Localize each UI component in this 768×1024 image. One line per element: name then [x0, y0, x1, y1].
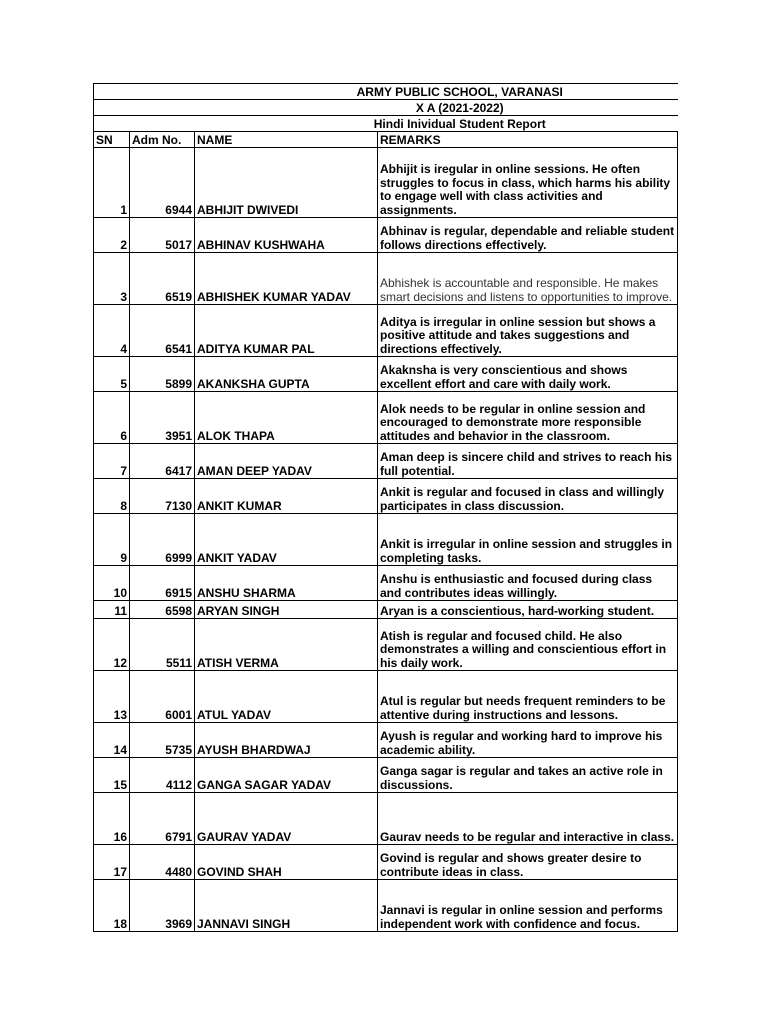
header-name: NAME [195, 132, 378, 148]
cell-sn: 14 [94, 723, 130, 758]
table-row [94, 305, 678, 357]
school-title-row [94, 84, 678, 100]
table-row [94, 619, 678, 671]
cell-name: GANGA SAGAR YADAV [195, 758, 378, 793]
school-name: ARMY PUBLIC SCHOOL, VARANASI [356, 85, 563, 99]
header-remarks: REMARKS [378, 132, 678, 148]
cell-adm-no: 5511 [130, 619, 195, 671]
cell-name: ALOK THAPA [195, 392, 378, 444]
cell-adm-no: 5017 [130, 218, 195, 253]
cell-sn: 2 [94, 218, 130, 253]
cell-name: ABHINAV KUSHWAHA [195, 218, 378, 253]
cell-name: ANKIT YADAV [195, 514, 378, 566]
cell-name: ANSHU SHARMA [195, 566, 378, 601]
cell-sn: 17 [94, 845, 130, 880]
cell-remark: Ayush is regular and working hard to improve his academic ability. [378, 723, 678, 758]
cell-adm-no: 3951 [130, 392, 195, 444]
table-row [94, 148, 678, 218]
cell-name: GAURAV YADAV [195, 793, 378, 845]
cell-adm-no: 5899 [130, 357, 195, 392]
cell-sn: 11 [94, 601, 130, 619]
cell-sn: 7 [94, 444, 130, 479]
cell-sn: 6 [94, 392, 130, 444]
cell-remark: Govind is regular and shows greater desire to contribute ideas in class. [378, 845, 678, 880]
cell-sn: 1 [94, 148, 130, 218]
cell-remark: Akaknsha is very conscientious and shows excellent effort and care with daily work. [378, 357, 678, 392]
cell-remark: Jannavi is regular in online session and performs independent work with confidence and focus. [378, 880, 678, 932]
cell-name: ATISH VERMA [195, 619, 378, 671]
cell-adm-no: 6791 [130, 793, 195, 845]
cell-name: ANKIT KUMAR [195, 479, 378, 514]
cell-adm-no: 6999 [130, 514, 195, 566]
school-name-cell [94, 84, 678, 100]
cell-sn: 16 [94, 793, 130, 845]
cell-adm-no: 6915 [130, 566, 195, 601]
table-row [94, 253, 678, 305]
cell-name: JANNAVI SINGH [195, 880, 378, 932]
table-row [94, 880, 678, 932]
cell-remark: Alok needs to be regular in online session and encouraged to demonstrate more responsible attitudes and behavior in the classroom. [378, 392, 678, 444]
table-row [94, 392, 678, 444]
cell-sn: 12 [94, 619, 130, 671]
cell-adm-no: 6417 [130, 444, 195, 479]
cell-adm-no: 7130 [130, 479, 195, 514]
cell-remark: Abhinav is regular, dependable and reliable student follows directions effectively. [378, 218, 678, 253]
cell-sn: 4 [94, 305, 130, 357]
report-title-row [94, 116, 678, 132]
cell-name: GOVIND SHAH [195, 845, 378, 880]
cell-adm-no: 6598 [130, 601, 195, 619]
table-row [94, 444, 678, 479]
table-row [94, 479, 678, 514]
cell-remark: Aditya is irregular in online session but shows a positive attitude and takes suggestions and directions effectively. [378, 305, 678, 357]
cell-remark: Aryan is a conscientious, hard-working student. [378, 601, 678, 619]
class-session-cell [94, 100, 678, 116]
cell-remark: Abhijit is iregular in online sessions. He often struggles to focus in class, which harms his ability to engage well with class activities and assignments. [378, 148, 678, 218]
table-row [94, 671, 678, 723]
table-row [94, 566, 678, 601]
cell-remark: Aman deep is sincere child and strives to reach his full potential. [378, 444, 678, 479]
cell-sn: 5 [94, 357, 130, 392]
report-table-body [94, 84, 678, 932]
cell-remark: Gaurav needs to be regular and interactive in class. [378, 793, 678, 845]
cell-remark: Ankit is irregular in online session and struggles in completing tasks. [378, 514, 678, 566]
cell-name: ABHISHEK KUMAR YADAV [195, 253, 378, 305]
cell-remark: Abhishek is accountable and responsible. He makes smart decisions and listens to opportunities to improve. [378, 253, 678, 305]
cell-adm-no: 5735 [130, 723, 195, 758]
cell-adm-no: 4480 [130, 845, 195, 880]
header-sn: SN [94, 132, 130, 148]
cell-sn: 9 [94, 514, 130, 566]
cell-sn: 13 [94, 671, 130, 723]
cell-adm-no: 4112 [130, 758, 195, 793]
table-row [94, 723, 678, 758]
cell-sn: 10 [94, 566, 130, 601]
header-adm-no: Adm No. [130, 132, 195, 148]
table-row [94, 514, 678, 566]
cell-sn: 8 [94, 479, 130, 514]
cell-sn: 3 [94, 253, 130, 305]
table-row [94, 845, 678, 880]
table-row [94, 601, 678, 619]
table-row [94, 218, 678, 253]
cell-remark: Ankit is regular and focused in class and willingly participates in class discussion. [378, 479, 678, 514]
cell-adm-no: 6001 [130, 671, 195, 723]
cell-name: AKANKSHA GUPTA [195, 357, 378, 392]
cell-remark: Ganga sagar is regular and takes an active role in discussions. [378, 758, 678, 793]
column-header-row [94, 132, 678, 148]
cell-adm-no: 6541 [130, 305, 195, 357]
cell-adm-no: 6519 [130, 253, 195, 305]
cell-remark: Atish is regular and focused child. He also demonstrates a willing and conscientious effort in his daily work. [378, 619, 678, 671]
cell-adm-no: 3969 [130, 880, 195, 932]
class-session-row [94, 100, 678, 116]
cell-sn: 15 [94, 758, 130, 793]
cell-remark: Atul is regular but needs frequent reminders to be attentive during instructions and lessons. [378, 671, 678, 723]
cell-name: AMAN DEEP YADAV [195, 444, 378, 479]
table-row [94, 793, 678, 845]
cell-name: ATUL YADAV [195, 671, 378, 723]
table-row [94, 357, 678, 392]
cell-name: ARYAN SINGH [195, 601, 378, 619]
cell-adm-no: 6944 [130, 148, 195, 218]
cell-name: ABHIJIT DWIVEDI [195, 148, 378, 218]
cell-remark: Anshu is enthusiastic and focused during class and contributes ideas willingly. [378, 566, 678, 601]
cell-sn: 18 [94, 880, 130, 932]
cell-name: AYUSH BHARDWAJ [195, 723, 378, 758]
cell-name: ADITYA KUMAR PAL [195, 305, 378, 357]
class-session: X A (2021-2022) [415, 101, 504, 115]
report-title-cell [94, 116, 678, 132]
student-report-table [93, 83, 678, 932]
table-row [94, 758, 678, 793]
report-title: Hindi Inividual Student Report [373, 117, 546, 131]
